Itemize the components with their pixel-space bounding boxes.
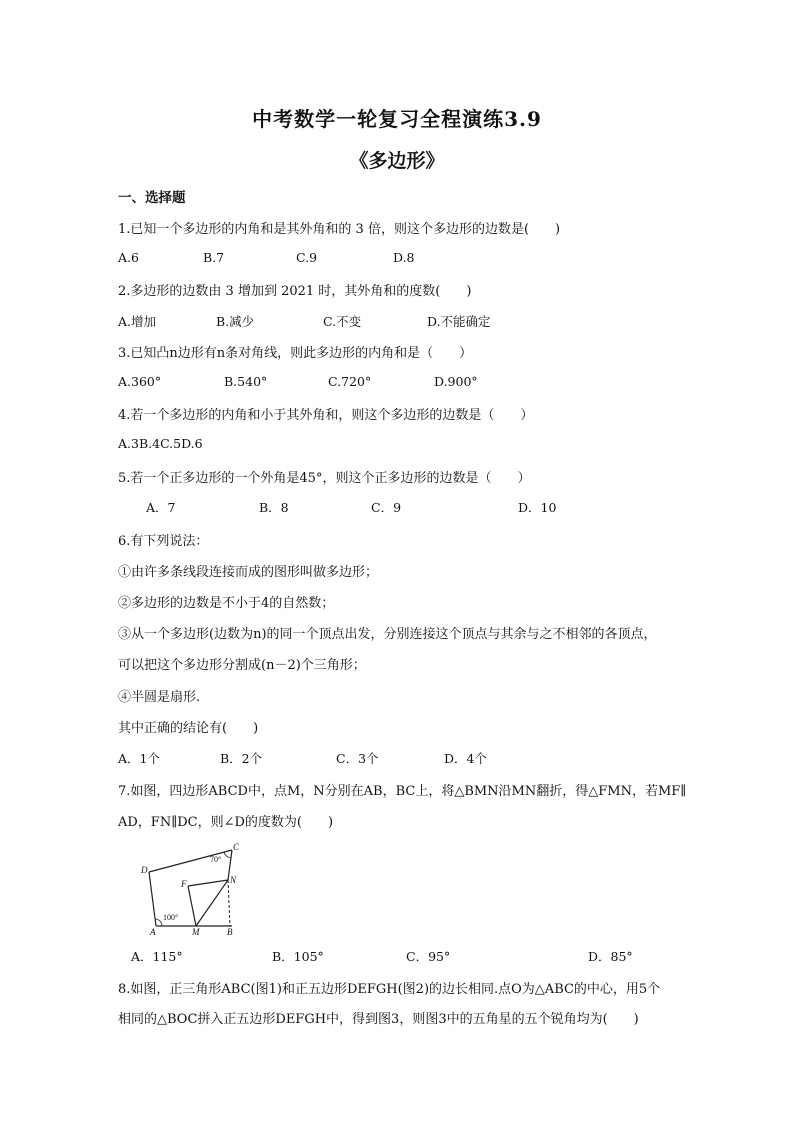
question-7-stem-line2: AD，FN∥DC，则∠D的度数为( )	[118, 815, 334, 830]
q6-option-a: A．1个	[118, 751, 160, 766]
label-f: F	[181, 879, 187, 889]
q2-option-a: A.增加	[118, 314, 157, 329]
q6-statement-1: ①由许多条线段连接而成的图形叫做多边形；	[118, 565, 379, 580]
q2-option-b: B.减少	[216, 314, 255, 329]
label-m: M	[192, 927, 200, 936]
question-4-stem: 4.若一个多边形的内角和小于其外角和，则这个多边形的边数是（ ）	[118, 408, 534, 423]
question-6-stem: 6.有下列说法：	[118, 534, 209, 549]
q2-option-d: D.不能确定	[427, 314, 491, 329]
label-angle-a: 100°	[163, 913, 179, 922]
page-title: 中考数学一轮复习全程演练3.9	[252, 107, 542, 131]
q1-option-a: A.6	[118, 250, 139, 265]
label-c: C	[233, 842, 240, 852]
q5-option-d: D．10	[518, 500, 557, 515]
q1-option-b: B.7	[203, 250, 225, 265]
question-8-stem-line1: 8.如图，正三角形ABC(图1)和正五边形DEFGH(图2)的边长相同.点O为△ABC的中心，用5个	[118, 982, 661, 997]
q6-statement-3: ③从一个多边形(边数为n)的同一个顶点出发，分别连接这个顶点与其余与之不相邻的各顶点，	[118, 627, 657, 642]
section-heading: 一、选择题	[118, 190, 186, 206]
label-n: N	[230, 875, 237, 885]
q7-option-d: D．85°	[588, 949, 633, 964]
q6-statement-2: ②多边形的边数是不小于4的自然数；	[118, 596, 335, 611]
question-8-stem-line2: 相同的△BOC拼入正五边形DEFGH中，得到图3，则图3中的五角星的五个锐角均为( )	[118, 1012, 639, 1027]
q6-statement-4: ④半圆是扇形.	[118, 690, 201, 705]
q2-option-c: C.不变	[323, 314, 362, 329]
quadrilateral-figure	[130, 840, 250, 936]
q1-option-d: D.8	[393, 250, 415, 265]
q7-option-b: B．105°	[272, 949, 324, 964]
question-5-stem: 5.若一个正多边形的一个外角是45°，则这个正多边形的边数是（ ）	[118, 471, 531, 486]
q5-option-c: C．9	[371, 500, 402, 515]
q1-option-c: C.9	[296, 250, 318, 265]
question-7-stem-line1: 7.如图，四边形ABCD中，点M，N分别在AB，BC上，将△BMN沿MN翻折，得△FMN，若MF∥	[118, 784, 687, 799]
q7-option-a: A．115°	[131, 949, 183, 964]
label-a: A	[150, 927, 156, 936]
q3-option-b: B.540°	[224, 374, 268, 389]
q6-option-b: B．2个	[220, 751, 263, 766]
q3-option-c: C.720°	[328, 374, 372, 389]
label-angle-c: 70°	[210, 855, 222, 864]
q3-option-a: A.360°	[118, 374, 162, 389]
q6-option-c: C．3个	[336, 751, 379, 766]
q6-statement-3-cont: 可以把这个多边形分割成(n－2)个三角形；	[118, 658, 366, 673]
question-2-stem: 2.多边形的边数由 3 增加到 2021 时，其外角和的度数( )	[118, 284, 472, 299]
q3-option-d: D.900°	[434, 374, 478, 389]
question-3-stem: 3.已知凸n边形有n条对角线，则此多边形的内角和是（ ）	[118, 346, 473, 361]
question-1-stem: 1.已知一个多边形的内角和是其外角和的 3 倍，则这个多边形的边数是( )	[118, 222, 561, 237]
q4-options: A.3B.4C.5D.6	[118, 436, 203, 451]
page-subtitle: 《多边形》	[349, 150, 445, 172]
q5-option-b: B．8	[259, 500, 289, 515]
q6-question: 其中正确的结论有( )	[118, 721, 259, 736]
q5-option-a: A．7	[146, 500, 176, 515]
label-d: D	[141, 865, 148, 875]
q7-option-c: C．95°	[406, 949, 451, 964]
label-b: B	[227, 927, 233, 936]
q6-option-d: D．4个	[444, 751, 487, 766]
